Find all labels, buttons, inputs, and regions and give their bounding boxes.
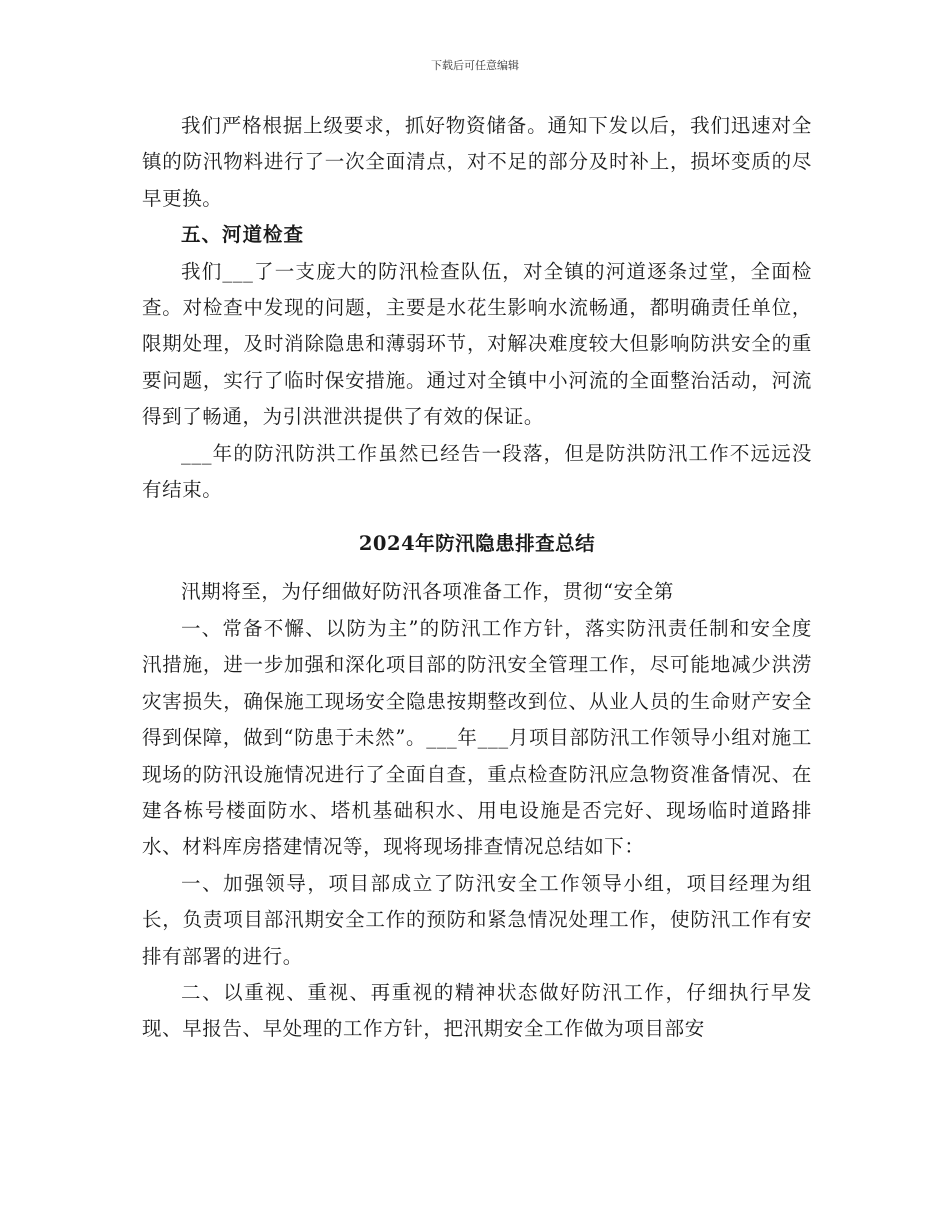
paragraph-point-1: 一、加强领导，项目部成立了防汛安全工作领导小组，项目经理为组长，负责项目部汛期安全工作的预防和紧急情况处理工作，使防汛工作有安排有部署的进行。 [142,871,812,968]
paragraph-conclusion: ___年的防汛防洪工作虽然已经告一段落，但是防洪防汛工作不远远没有结束。 [142,441,812,502]
paragraph-river-inspection: 我们___了一支庞大的防汛检查队伍，对全镇的河道逐条过堂，全面检查。对检查中发现的问题，主要是水花生影响水流畅通，都明确责任单位，限期处理，及时消除隐患和薄弱环节，对解决难度较大但影响防洪安全的重要问题，实行了临时保安措施。通过对全镇中小河流的全面整治活动，河流得到了畅通，为引洪泄洪提供了有效的保证。 [142,259,812,429]
heading-river-inspection: 五、河道检查 [181,223,305,247]
document-body [142,108,812,1048]
document-title: 2024年防汛隐患排查总结 [358,532,596,556]
paragraph-main: 一、常备不懈、以防为主”的防汛工作方针，落实防汛责任制和安全度汛措施，进一步加强和深化项目部的防汛安全管理工作，尽可能地减少洪涝灾害损失，确保施工现场安全隐患按期整改到位、从业人员的生命财产安全得到保障，做到“防患于未然”。___年___月项目部防汛工作领导小组对施工现场的防汛设施情况进行了全面自查，重点检查防汛应急物资准备情况、在建各栋号楼面防水、塔机基础积水、用电设施是否完好、现场临时道路排水、材料库房搭建情况等，现将现场排查情况总结如下： [142,616,812,859]
paragraph-materials: 我们严格根据上级要求，抓好物资储备。通知下发以后，我们迅速对全镇的防汛物料进行了一次全面清点，对不足的部分及时补上，损坏变质的尽早更换。 [142,114,812,210]
paragraph-intro: 汛期将至，为仔细做好防汛各项准备工作，贯彻“安全第 [181,580,674,604]
page-header: 下载后可任意编辑 [431,59,519,72]
paragraph-point-2: 二、以重视、重视、再重视的精神状态做好防汛工作，仔细执行早发现、早报告、早处理的工作方针，把汛期安全工作做为项目部安 [142,980,812,1041]
